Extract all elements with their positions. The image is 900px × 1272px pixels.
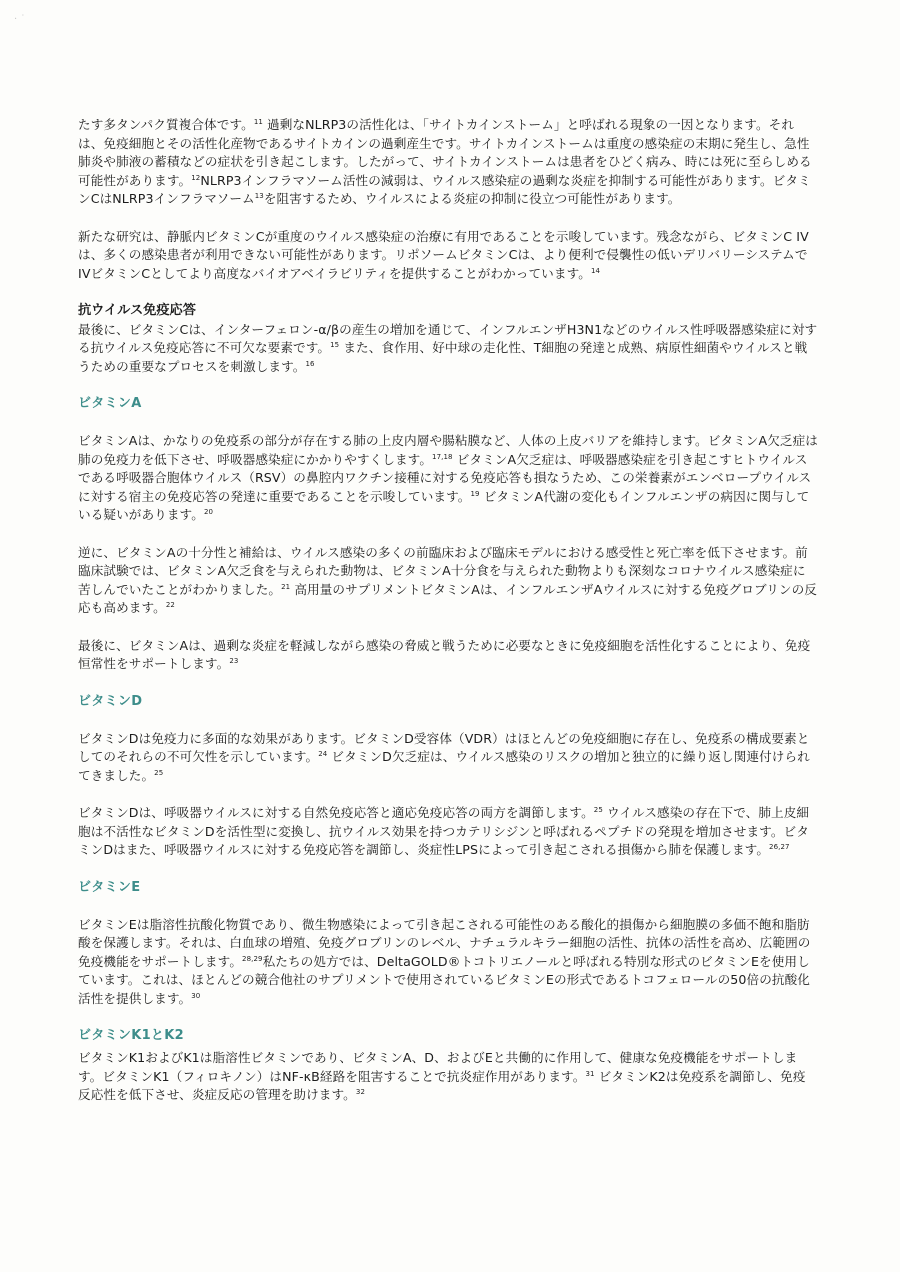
paragraph-vitamin-k: ビタミンK1およびK1は脂溶性ビタミンであり、ビタミンA、D、およびEと共働的に作用して、健康な免疫機能をサポートします。ビタミンK1（フィロキノン）はNF-κB経路を阻害することで抗炎症作用があります。$^{31}$ ビタミンK2は免疫系を調節し、免疫反応性を低下させ、炎症反応の管理を助けます。$^{32}$ xyxy=(78,1050,806,1102)
paragraph-vitamin-a-3: 最後に、ビタミンAは、過剰な炎症を軽減しながら感染の脅威と戦うために必要なときに免疫細胞を活性化することにより、免疫恒常性をサポートします。$^{23}$ xyxy=(78,637,811,671)
citation: 13 xyxy=(254,191,264,200)
paragraph-iv-vitamin-c: 新たな研究は、静脈内ビタミンCが重度のウイルス感染症の治療に有用であることを示唆しています。残念ながら、ビタミンC IVは、多くの感染患者が利用できない可能性があります。リポソームビタミンCは、より便利で侵襲性の低いデリバリーシステムでIVビタミンCとしてより高度なバイオアベイラビリティを提供することがわかっています。$^{14}$ xyxy=(78,228,809,281)
document-page xyxy=(78,116,818,1105)
citation: 19 xyxy=(470,489,480,498)
citation: 14 xyxy=(590,266,601,275)
paragraph-vitamin-a-2: 逆に、ビタミンAの十分性と補給は、ウイルス感染の多くの前臨床および臨床モデルにおける感受性と死亡率を低下させます。前臨床試験では、ビタミンA欠乏食を与えられた動物は、ビタミンA十分食を与えられた動物よりも深刻なコロナウイルス感染症に苦しんでいたことがわかりました。$^{21}$ 高用量のサプリメントビタミンAは、インフルエンザAウイルスに対する免疫グロブリンの反応も高めます。$^{22}$ xyxy=(78,544,817,615)
citation: 23 xyxy=(229,656,239,665)
citation: 12 xyxy=(191,173,201,182)
paragraph-vitamin-a-1: ビタミンAは、かなりの免疫系の部分が存在する肺の上皮内層や腸粘膜など、人体の上皮バリアを維持します。ビタミンA欠乏症は肺の免疫力を低下させ、呼吸器感染症にかかりやすくします。$^{17,18}$ ビタミンA欠乏症は、呼吸器感染症を引き起こすヒトウイルスである呼吸器合胞体ウイルス（RSV）の鼻腔内ワクチン接種に対する免疫応答も損なうため、この栄養素がエンベロープウイルスに対する宿主の免疫応答の発達に重要であることを示唆しています。$^{19}$ ビタミンA代謝の変化もインフルエンザの病因に関与している疑いがあります。$^{20}$ xyxy=(78,433,818,522)
citation: 20 xyxy=(203,507,214,516)
citation: 17,18 xyxy=(432,452,453,461)
citation: 25 xyxy=(154,768,164,777)
citation: 25 xyxy=(593,805,603,814)
citation: 31 xyxy=(585,1069,595,1078)
scan-mark: · ˙ xyxy=(14,14,26,25)
heading-vitamin-a: ビタミンA xyxy=(78,396,142,411)
heading-vitamin-k: ビタミンK1とK2 xyxy=(78,1028,184,1043)
heading-vitamin-d: ビタミンD xyxy=(78,693,143,709)
citation: 32 xyxy=(355,1087,365,1096)
paragraph-vitamin-e: ビタミンEは脂溶性抗酸化物質であり、微生物感染によって引き起こされる可能性のある酸化的損傷から細胞膜の多価不飽和脂肪酸を保護します。それは、白血球の増殖、免疫グロブリンのレベル、ナチュラルキラー細胞の活性、抗体の活性を高め、広範囲の免疫機能をサポートします。$^{28,29}$私たちの処方では、DeltaGOLD®トコトリエノールと呼ばれる特別な形式のビタミンEを使用しています。これは、ほとんどの競合他社のサプリメントで使用されているビタミンEの形式であるトコフェロールの50倍の抗酸化活性を提供します。$^{30}$ xyxy=(78,916,811,1006)
paragraph-vitamin-d-1: ビタミンDは免疫力に多面的な効果があります。ビタミンD受容体（VDR）はほとんどの免疫細胞に存在し、免疫系の構成要素としてのそれらの不可欠性を示しています。$^{24}$ ビタミンD欠乏症は、ウイルス感染のリスクの増加と独立的に繰り返し関連付けられてきました。$^{25}$ xyxy=(78,730,810,783)
citation: 16 xyxy=(305,359,315,368)
citation: 28,29 xyxy=(242,954,263,963)
citation: 11 xyxy=(253,117,263,126)
citation: 15 xyxy=(330,340,340,349)
citation: 22 xyxy=(165,600,175,609)
paragraph-vitamin-d-2: ビタミンDは、呼吸器ウイルスに対する自然免疫応答と適応免疫応答の両方を調節します。$^{25}$ ウイルス感染の存在下で、肺上皮細胞は不活性なビタミンDを活性型に変換し、抗ウイルス効果を持つカテリシジンと呼ばれるペプチドの発現を増加させます。ビタミンDはまた、呼吸器ウイルスに対する免疫応答を調節し、炎症性LPSによって引き起こされる損傷から肺を保護します。$^{26,27}$ xyxy=(78,805,810,857)
heading-antiviral: 抗ウイルス免疫応答 xyxy=(78,303,196,318)
paragraph-antiviral: 最後に、ビタミンCは、インターフェロン-α/βの産生の増加を通じて、インフルエンザH3N1などのウイルス性呼吸器感染症に対する抗ウイルス免疫応答に不可欠な要素です。$^{15}$ また、食作用、好中球の走化性、T細胞の発達と成熟、病原性細菌やウイルスと戦うための重要なプロセスを刺激します。$^{16}$ xyxy=(78,321,818,374)
paragraph-nlrp3: たす多タンパク質複合体です。$^{11}$ 過剰なNLRP3の活性化は、「サイトカインストーム」と呼ばれる現象の一因となります。それは、免疫細胞とその活性化産物であるサイトカインの過剰産生です。サイトカインストームは重度の感染症の末期に発生し、急性肺炎や肺液の蓄積などの症状を引き起こします。したがって、サイトカインストームは患者をひどく病み、時には死に至らしめる可能性があります。$^{12}$NLRP3インフラマソーム活性の減弱は、ウイルス感染症の過剰な炎症を抑制する可能性があります。ビタミンCはNLRP3インフラマソーム$^{13}$を阻害するため、ウイルスによる炎症の抑制に役立つ可能性があります。 xyxy=(78,117,812,206)
citation: 30 xyxy=(191,991,201,1000)
citation: 24 xyxy=(318,749,328,758)
heading-vitamin-e: ビタミンE xyxy=(78,879,141,895)
citation: 26,27 xyxy=(769,842,790,851)
citation: 21 xyxy=(281,582,291,591)
